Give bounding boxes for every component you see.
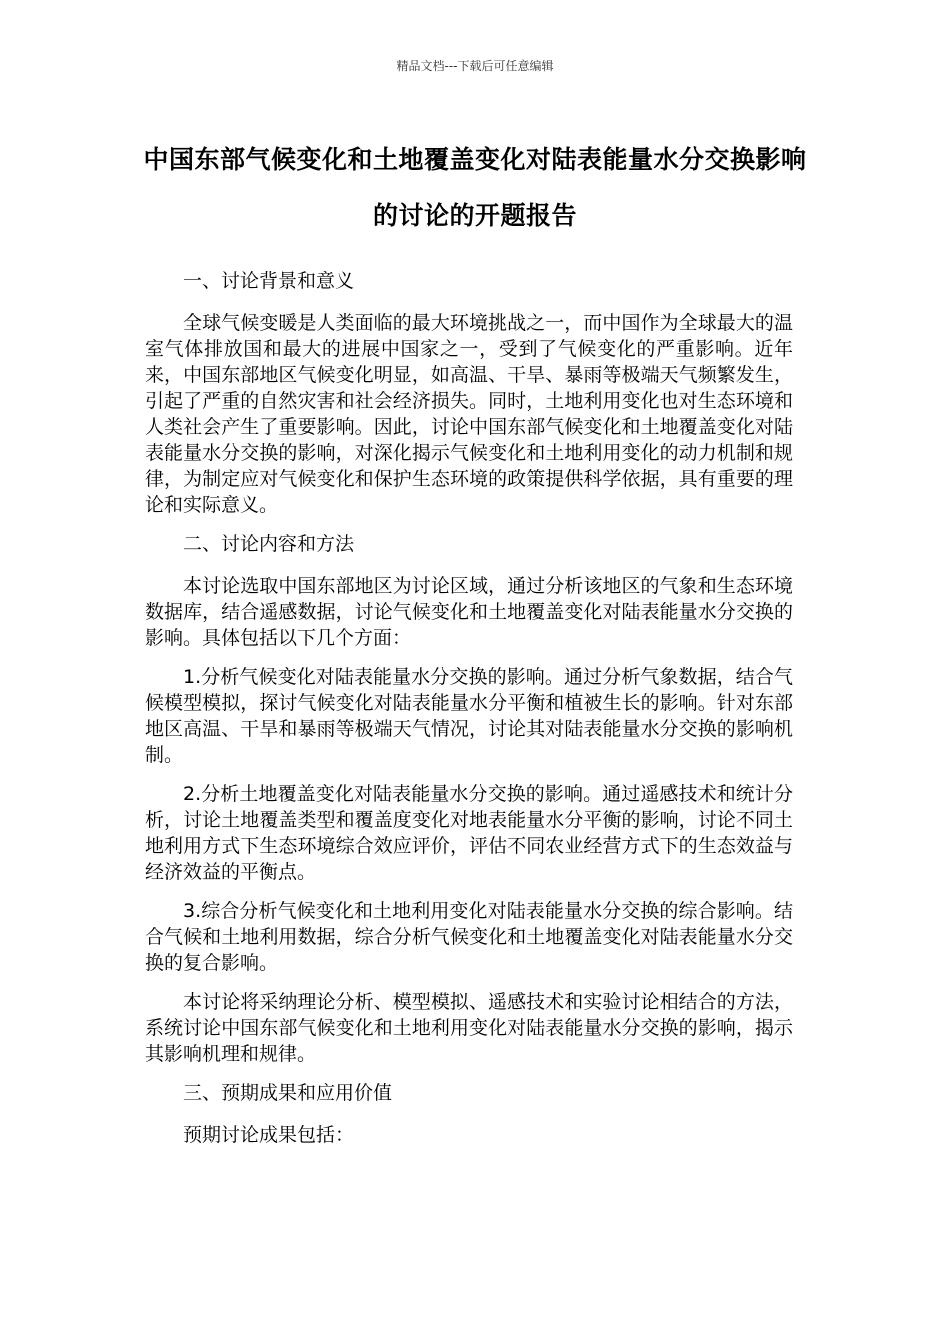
section-heading-content-method: 二、讨论内容和方法 [183, 533, 355, 555]
paragraph-content-intro: 本讨论选取中国东部地区为讨论区域，通过分析该地区的气象和生态环境数据库，结合遥感数据，讨论气候变化和土地覆盖变化对陆表能量水分交换的影响。具体包括以下几个方面： [145, 575, 793, 649]
paragraph-background: 全球气候变暖是人类面临的最大环境挑战之一，而中国作为全球最大的温室气体排放国和最大的进展中国家之一，受到了气候变化的严重影响。近年来，中国东部地区气候变化明显，如高温、干旱、暴雨等极端天气频繁发生，引起了严重的自然灾害和社会经济损失。同时，土地利用变化也对生态环境和人类社会产生了重要影响。因此，讨论中国东部气候变化和土地覆盖变化对陆表能量水分交换的影响，对深化揭示气候变化和土地利用变化的动力机制和规律，为制定应对气候变化和保护生态环境的政策提供科学依据，具有重要的理论和实际意义。 [145, 312, 793, 516]
paragraph-methods: 本讨论将采纳理论分析、模型模拟、遥感技术和实验讨论相结合的方法，系统讨论中国东部气候变化和土地利用变化对陆表能量水分交换的影响，揭示其影响机理和规律。 [145, 991, 793, 1065]
paragraph-item-3: 3.综合分析气候变化和土地利用变化对陆表能量水分交换的综合影响。结合气候和土地利用数据，综合分析气候变化和土地覆盖变化对陆表能量水分交换的复合影响。 [145, 900, 793, 974]
document-title: 中国东部气候变化和土地覆盖变化对陆表能量水分交换影响的讨论的开题报告 [143, 145, 807, 230]
paragraph-expected-results: 预期讨论成果包括： [183, 1124, 355, 1146]
header-note: 精品文档---下载后可任意编辑 [396, 59, 554, 73]
paragraph-item-1: 1.分析气候变化对陆表能量水分交换的影响。通过分析气象数据，结合气候模型模拟，探讨气候变化对陆表能量水分平衡和植被生长的影响。针对东部地区高温、干旱和暴雨等极端天气情况，讨论其对陆表能量水分交换的影响机制。 [145, 666, 793, 766]
paragraph-item-2: 2.分析土地覆盖变化对陆表能量水分交换的影响。通过遥感技术和统计分析，讨论土地覆盖类型和覆盖度变化对地表能量水分平衡的影响，讨论不同土地利用方式下生态环境综合效应评价，评估不同农业经营方式下的生态效益与经济效益的平衡点。 [145, 783, 793, 883]
section-heading-background: 一、讨论背景和意义 [183, 270, 355, 292]
section-heading-expected-results: 三、预期成果和应用价值 [183, 1082, 393, 1104]
document-body [145, 268, 793, 1161]
